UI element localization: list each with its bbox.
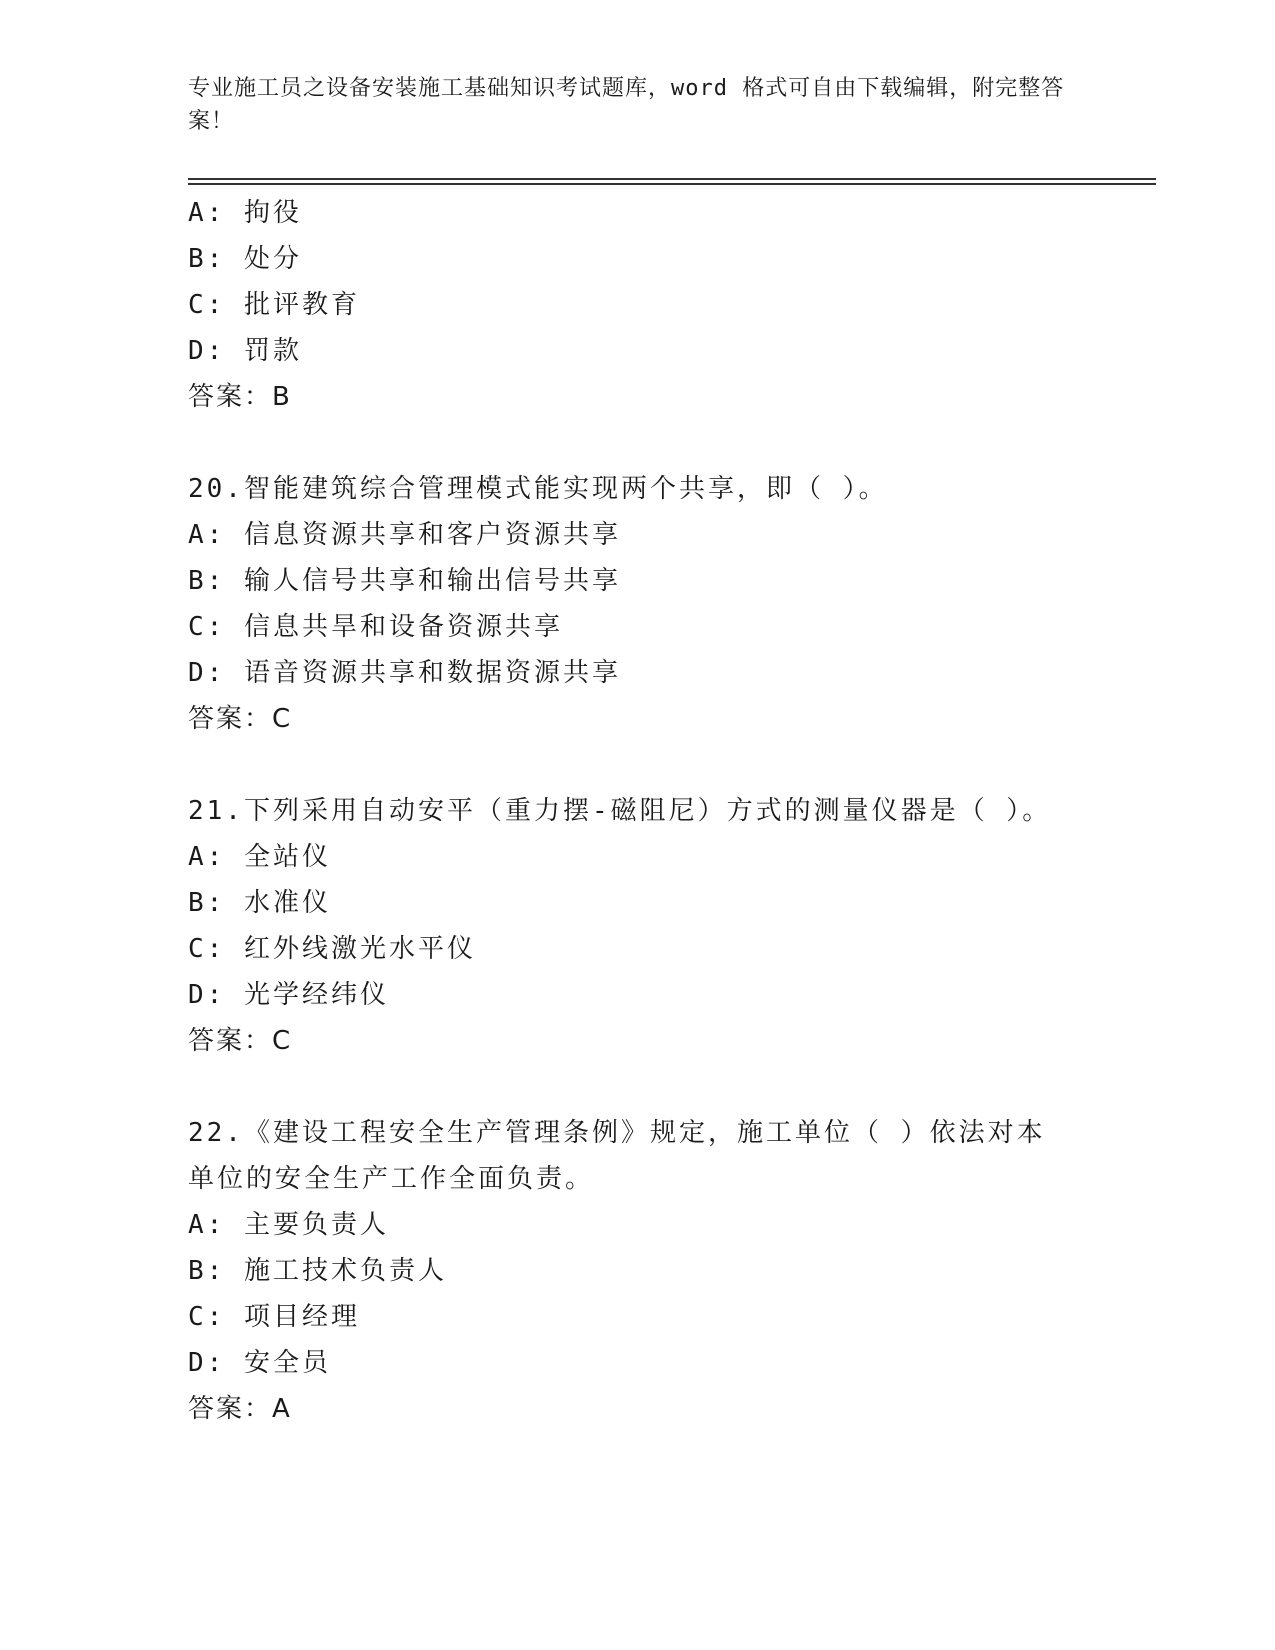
document-header: 专业施工员之设备安装施工基础知识考试题库，word 格式可自由下载编辑，附完整答案！ <box>188 76 1065 134</box>
answer: 答案：C <box>188 1026 293 1056</box>
answer: 答案：C <box>188 704 293 734</box>
option-a: A: 拘役 <box>188 198 302 228</box>
option-c: C: 批评教育 <box>188 290 360 320</box>
option-d: D: 罚款 <box>188 336 302 366</box>
question-19 <box>188 190 1088 420</box>
answer: 答案：B <box>188 382 292 412</box>
question-20 <box>188 466 1088 742</box>
option-d: D: 光学经纬仪 <box>188 980 389 1010</box>
question-22 <box>188 1110 1088 1432</box>
option-c: C: 红外线激光水平仪 <box>188 934 476 964</box>
option-d: D: 语音资源共享和数据资源共享 <box>188 658 621 688</box>
header-divider-bottom <box>188 183 1156 185</box>
question-text: 22.《建设工程安全生产管理条例》规定，施工单位（ ）依法对本单位的安全生产工作全面负责。 <box>188 1118 1046 1194</box>
option-c: C: 信息共旱和设备资源共享 <box>188 612 563 642</box>
option-a: A: 信息资源共享和客户资源共享 <box>188 520 621 550</box>
option-a: A: 主要负责人 <box>188 1210 389 1240</box>
option-b: B: 处分 <box>188 244 302 274</box>
question-text: 21.下列采用自动安平（重力摆-磁阻尼）方式的测量仪器是（ ）。 <box>188 796 1052 826</box>
option-b: B: 施工技术负责人 <box>188 1256 447 1286</box>
option-d: D: 安全员 <box>188 1348 331 1378</box>
option-b: B: 水准仪 <box>188 888 331 918</box>
header-divider-top <box>188 178 1156 180</box>
option-b: B: 输人信号共享和输出信号共享 <box>188 566 621 596</box>
option-c: C: 项目经理 <box>188 1302 360 1332</box>
question-text: 20.智能建筑综合管理模式能实现两个共享，即（ ）。 <box>188 474 888 504</box>
answer: 答案：A <box>188 1394 292 1424</box>
question-21 <box>188 788 1088 1064</box>
option-a: A: 全站仪 <box>188 842 331 872</box>
question-list <box>188 190 1088 1478</box>
